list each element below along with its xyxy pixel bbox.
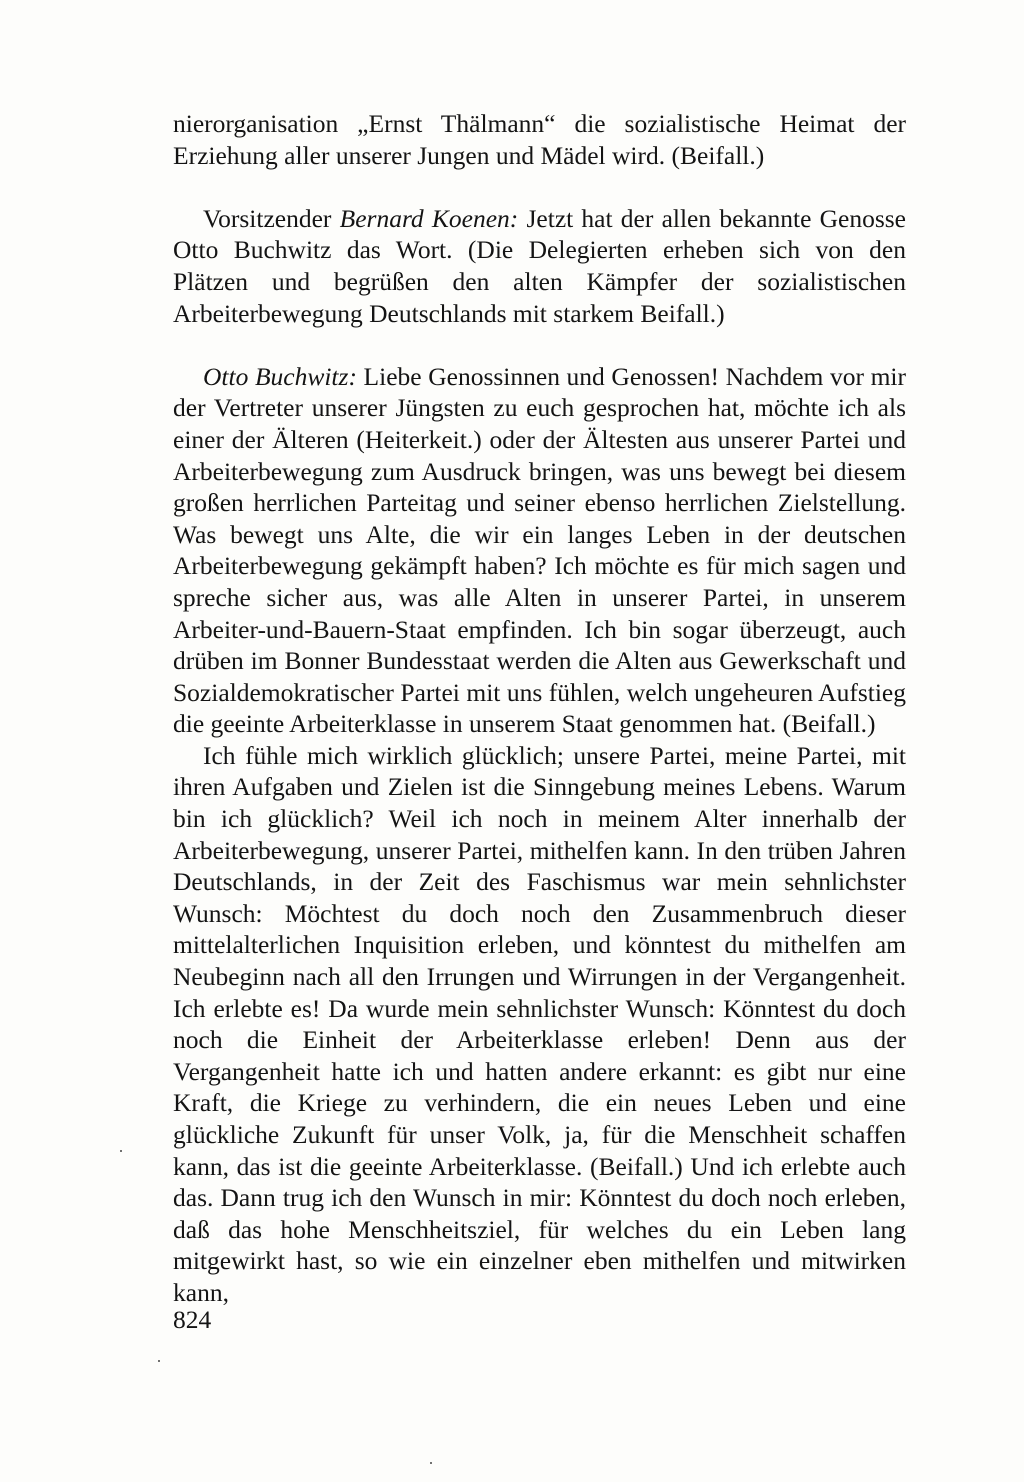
- paragraph-text: Liebe Genossinnen und Genossen! Nachdem vor mir der Vertreter unserer Jüngsten zu euch gesprochen hat, möchte ich als einer der Älteren (Heiterkeit.) oder der Ältesten aus unserer Partei und Arbeiterbewegung zum Ausdruck bringen, was uns bewegt bei diesem großen herrlichen Parteitag und seiner ebenso herrlichen Zielstellung. Was bewegt uns Alte, die wir ein langes Leben in der deutschen Arbeiterbewegung gekämpft haben? Ich möchte es für mich sagen und spreche sicher aus, was alle Alten in unserer Partei, in unserem Arbeiter-und-Bauern-Staat empfinden. Ich bin sogar überzeugt, auch drüben im Bonner Bundesstaat werden die Alten aus Gewerkschaft und Sozialdemokratischer Partei mit uns fühlen, welch ungeheuren Aufstieg die geeinte Arbeiterklasse in unserem Staat genommen hat. (Beifall.): [173, 361, 906, 739]
- paragraph-text: Ich fühle mich wirklich glücklich; unsere Partei, meine Partei, mit ihren Aufgaben und Zielen ist die Sinngebung meines Lebens. Warum bin ich glücklich? Weil ich noch in meinem Alter innerhalb der Arbeiterbewegung, unserer Partei, mithelfen kann. In den trüben Jahren Deutschlands, in der Zeit des Faschismus war mein sehnlichster Wunsch: Möchtest du doch noch den Zusammenbruch dieser mittelalterlichen Inquisition erleben, und könntest du mithelfen am Neubeginn nach all den Irrungen und Wirrungen in der Vergangenheit. Ich erlebte es! Da wurde mein sehnlichster Wunsch: Könntest du doch noch die Einheit der Arbeiterklasse erleben! Denn aus der Vergangenheit hatte ich und hatten andere erkannt: es gibt nur eine Kraft, die Kriege zu verhindern, die ein neues Leben und eine glückliche Zukunft für unser Volk, ja, für die Menschheit schaffen kann, das ist die geeinte Arbeiterklasse. (Beifall.) Und ich erlebte auch das. Dann trug ich den Wunsch in mir: Könntest du doch noch erleben, daß das hohe Menschheitsziel, für welches du ein Leben lang mitgewirkt hast, so wie ein einzelner eben mithelfen und mitwirken kann,: [173, 740, 906, 1307]
- body-text: [173, 108, 906, 1309]
- paragraph-speech-start: [173, 361, 906, 740]
- speaker-name: Otto Buchwitz:: [203, 361, 357, 391]
- paragraph-chairman: [173, 203, 906, 329]
- scan-speck: [430, 1462, 432, 1464]
- paragraph-text: Jetzt hat der allen bekannte Genosse Otto Buchwitz das Wort. (Die Delegierten erheben sich von den Plätzen und begrüßen den alten Kämpfer der sozialistischen Arbeiterbewegung Deutschlands mit starkem Beifall.): [173, 203, 906, 328]
- speaker-prefix: Vorsitzender: [203, 203, 340, 233]
- speaker-name: Bernard Koenen:: [339, 203, 519, 233]
- scan-speck: [120, 1150, 122, 1152]
- paragraph-text: nierorganisation „Ernst Thälmann“ die sozialistische Heimat der Erziehung aller unserer Jungen und Mädel wird. (Beifall.): [173, 109, 906, 170]
- scan-speck: [158, 1360, 160, 1362]
- paragraph-continuation: [173, 108, 906, 171]
- paragraph-speech-continued: [173, 740, 906, 1309]
- page-number: 824: [173, 1305, 212, 1334]
